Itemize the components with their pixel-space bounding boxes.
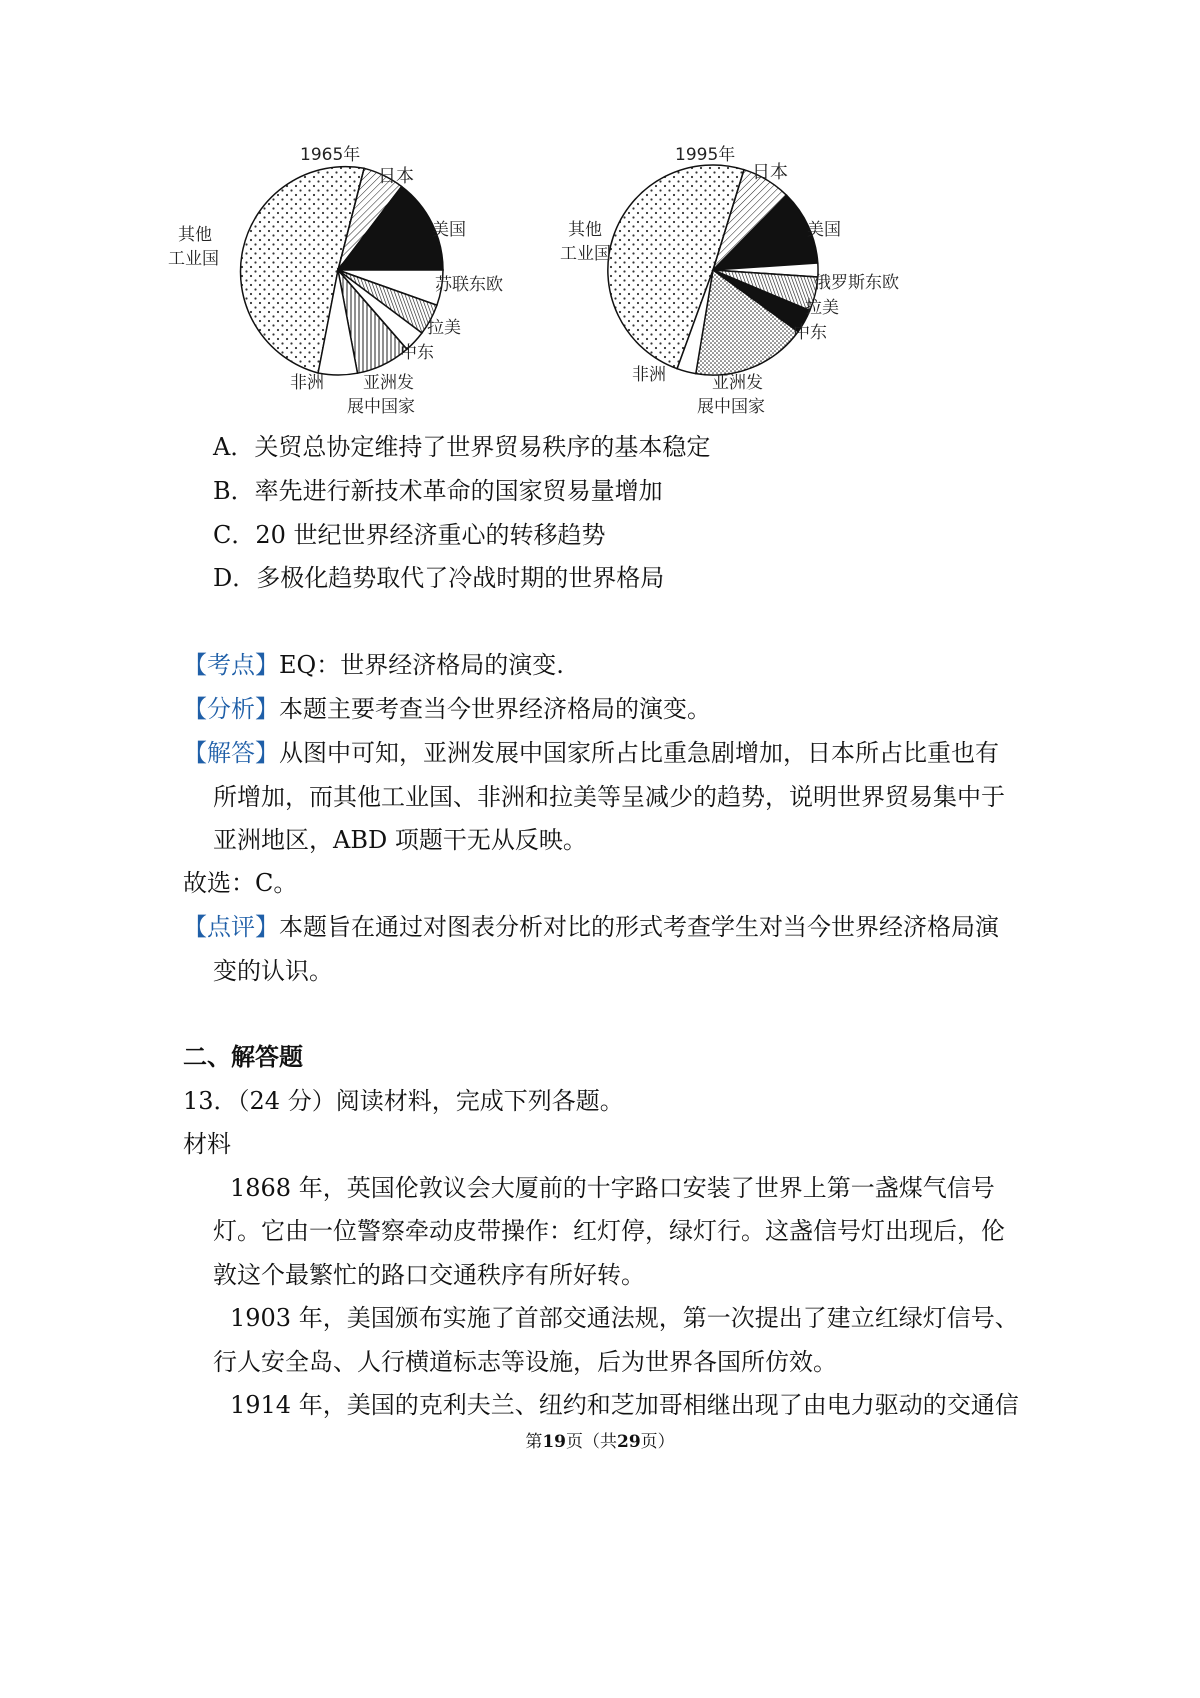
material-p1-line2: 灯。它由一位警察牵动皮带操作：红灯停，绿灯行。这盏信号灯出现后，伦 [213, 1217, 1005, 1245]
material-p1-line3: 敦这个最繁忙的路口交通秩序有所好转。 [213, 1261, 645, 1289]
label-latam-1965: 拉美 [427, 318, 461, 338]
dianping-text-1: 本题旨在通过对图表分析对比的形式考查学生对当今世界经济格局演 [279, 913, 999, 941]
fenxi-text: 本题主要考查当今世界经济格局的演变。 [279, 695, 711, 723]
label-other-1965-line2: 工业国 [168, 249, 219, 269]
label-usa-1965: 美国 [432, 220, 466, 240]
dianping-tag: 【点评】 [183, 913, 279, 941]
option-d: D．多极化趋势取代了冷战时期的世界格局 [213, 564, 665, 592]
material-p1-line1: 1868 年，英国伦敦议会大厦前的十字路口安装了世界上第一盏煤气信号 [230, 1174, 995, 1202]
jieda-tag: 【解答】 [183, 739, 279, 767]
label-asia-1995-line1: 亚洲发 [712, 373, 763, 393]
label-japan-1965: 日本 [378, 166, 414, 187]
label-africa-1965: 非洲 [290, 373, 324, 393]
label-other-1995-line2: 工业国 [560, 244, 611, 264]
footer-page-number: 19 [542, 1432, 566, 1452]
footer-suffix: 页） [640, 1432, 675, 1452]
label-usa-1995: 美国 [807, 220, 841, 240]
pie-1965 [168, 144, 503, 417]
material-p3-line1: 1914 年，美国的克利夫兰、纽约和芝加哥相继出现了由电力驱动的交通信 [230, 1391, 1019, 1419]
label-asia-1965-line2: 展中国家 [347, 397, 415, 417]
dianping-line-1 [0, 912, 1200, 942]
label-japan-1995: 日本 [752, 162, 788, 183]
label-mideast-1965: 中东 [400, 343, 434, 363]
jieda-line-2: 所增加，而其他工业国、非洲和拉美等呈减少的趋势，说明世界贸易集中于 [213, 783, 1005, 811]
label-ussr-1965: 苏联东欧 [435, 275, 503, 295]
label-russia-1995: 俄罗斯东欧 [814, 273, 899, 293]
footer-mid: 页（共 [566, 1432, 617, 1452]
pie-1995 [560, 144, 899, 417]
jieda-text-1: 从图中可知，亚洲发展中国家所占比重急剧增加，日本所占比重也有 [279, 739, 999, 767]
material-label: 材料 [183, 1130, 231, 1158]
kaodian-line [0, 650, 1200, 680]
option-b: B．率先进行新技术革命的国家贸易量增加 [213, 477, 663, 505]
label-other-1995-line1: 其他 [568, 220, 602, 240]
label-asia-1965-line1: 亚洲发 [363, 373, 414, 393]
kaodian-text: EQ：世界经济格局的演变. [279, 651, 564, 679]
section-heading: 二、解答题 [183, 1042, 303, 1071]
label-africa-1995: 非洲 [632, 365, 666, 385]
footer-total-pages: 29 [617, 1432, 641, 1452]
label-asia-1995-line2: 展中国家 [697, 397, 765, 417]
label-other-1965-line1: 其他 [178, 225, 212, 245]
label-mideast-1995: 中东 [793, 323, 827, 343]
kaodian-tag: 【考点】 [183, 651, 279, 679]
jieda-line-1 [0, 738, 1200, 768]
fenxi-line [0, 694, 1200, 724]
fenxi-tag: 【分析】 [183, 695, 279, 723]
answer-line: 故选：C。 [183, 869, 298, 897]
dianping-line-2: 变的认识。 [213, 957, 333, 985]
pie-1965-year: 1965年 [300, 145, 361, 165]
option-c: C．20 世纪世界经济重心的转移趋势 [213, 521, 606, 549]
footer-prefix: 第 [525, 1432, 543, 1452]
jieda-line-3: 亚洲地区，ABD 项题干无从反映。 [213, 826, 587, 854]
page-footer [0, 1431, 1200, 1453]
question-13: 13．（24 分）阅读材料，完成下列各题。 [183, 1087, 624, 1115]
material-p2-line1: 1903 年，美国颁布实施了首部交通法规，第一次提出了建立红绿灯信号、 [230, 1304, 1019, 1332]
material-p2-line2: 行人安全岛、人行横道标志等设施，后为世界各国所仿效。 [213, 1348, 837, 1376]
label-latam-1995: 拉美 [805, 298, 839, 318]
pie-charts-figure [150, 130, 930, 430]
pie-1995-year: 1995年 [675, 145, 736, 165]
option-a: A．关贸总协定维持了世界贸易秩序的基本稳定 [213, 433, 711, 461]
